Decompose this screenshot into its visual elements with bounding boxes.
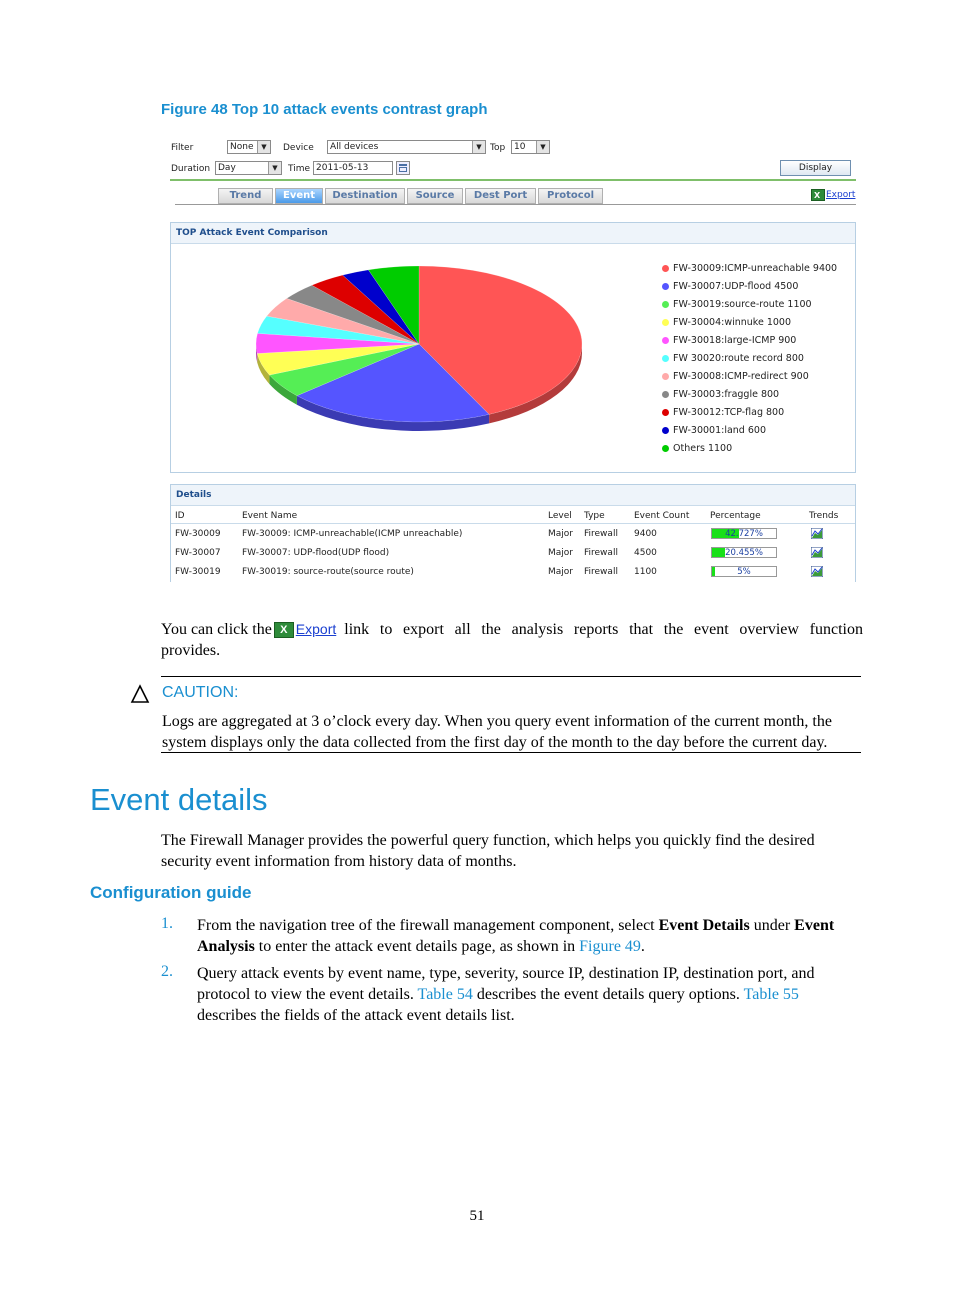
step-2-line2 (197, 984, 799, 1005)
legend-item (662, 425, 766, 436)
details-panel (170, 484, 856, 582)
step-2-number: 2. (161, 963, 173, 980)
legend-label: FW-30018:large-ICMP 900 (673, 335, 797, 346)
table-54-link[interactable]: Table 54 (417, 986, 473, 1003)
cell-count: 4500 (634, 548, 657, 558)
export-inline-label: Export (295, 621, 337, 637)
section-intro-line1: The Firewall Manager provides the powerful query function, which helps you quickly find the desired (161, 832, 815, 849)
duration-value: Day (218, 163, 236, 173)
cell-level: Major (548, 548, 573, 558)
legend-label: Others 1100 (673, 443, 733, 454)
details-header-row (171, 507, 855, 524)
tab-dest-port[interactable]: Dest Port (465, 188, 536, 204)
caution-line2: system displays only the data collected from the first day of the month to the day before the current day. (162, 734, 828, 751)
report-screenshot (165, 132, 861, 582)
cell-id: FW-30009 (175, 529, 221, 539)
legend-label: FW 30020:route record 800 (673, 353, 804, 364)
legend-swatch (662, 373, 669, 380)
step-1-text: From the navigation tree of the firewall management component, select (197, 917, 659, 934)
cell-id: FW-30007 (175, 548, 221, 558)
caution-line1: Logs are aggregated at 3 o’clock every day. When you query event information of the current month, the (162, 713, 832, 730)
cell-name: FW-30007: UDP-flood(UDP flood) (242, 548, 390, 558)
tab-destination[interactable]: Destination (325, 188, 405, 204)
col-level: Level (548, 511, 572, 521)
trend-chart-icon[interactable] (811, 528, 823, 539)
details-title: Details (171, 485, 855, 506)
tab-source[interactable]: Source (407, 188, 463, 204)
step-1-number: 1. (161, 915, 173, 932)
display-button[interactable]: Display (780, 160, 851, 176)
duration-label: Duration (171, 164, 211, 174)
top-value: 10 (514, 142, 526, 152)
cell-count: 1100 (634, 567, 657, 577)
chevron-down-icon: ▼ (472, 141, 485, 153)
legend-swatch (662, 427, 669, 434)
percentage-bar (711, 547, 777, 558)
cell-type: Firewall (584, 567, 618, 577)
tab-event[interactable]: Event (275, 188, 323, 204)
export-inline-link[interactable] (274, 619, 336, 640)
percentage-text: 20.455% (725, 548, 763, 558)
table-row (171, 526, 855, 544)
chevron-down-icon: ▼ (268, 162, 281, 174)
excel-icon: X (274, 622, 294, 638)
legend-label: FW-30012:TCP-flag 800 (673, 407, 785, 418)
legend-item (662, 389, 779, 400)
chart-panel (170, 222, 856, 473)
col-event-count: Event Count (634, 511, 690, 521)
cell-level: Major (548, 567, 573, 577)
subsection-title: Configuration guide (90, 883, 252, 902)
legend-label: FW-30008:ICMP-redirect 900 (673, 371, 809, 382)
chevron-down-icon: ▼ (257, 141, 270, 153)
divider (170, 179, 856, 181)
legend-item (662, 263, 837, 274)
time-input[interactable]: 2011-05-13 (313, 161, 393, 175)
table-55-link[interactable]: Table 55 (743, 986, 799, 1003)
percentage-text: 42.727% (725, 529, 763, 539)
table-row (171, 545, 855, 563)
tab-underline (175, 204, 856, 205)
legend-item (662, 281, 798, 292)
step-2-text: protocol to view the event details. (197, 986, 418, 1003)
tab-protocol[interactable]: Protocol (538, 188, 603, 204)
legend-swatch (662, 301, 669, 308)
figure-49-link[interactable]: Figure 49 (579, 938, 641, 955)
device-value: All devices (330, 142, 379, 152)
step-1-bold-event: Event (794, 917, 835, 934)
device-select[interactable] (327, 140, 486, 154)
step-1-text: to enter the attack event details page, as shown in (254, 938, 580, 955)
export-paragraph (161, 619, 863, 661)
step-1-line1 (197, 915, 834, 936)
caution-label: CAUTION: (162, 684, 239, 701)
export-link[interactable]: Export (826, 190, 856, 200)
table-row (171, 564, 855, 582)
legend-label: FW-30003:fraggle 800 (673, 389, 780, 400)
calendar-icon[interactable] (396, 161, 410, 175)
caution-top-rule (161, 676, 861, 677)
warning-icon (130, 684, 150, 704)
legend-swatch (662, 283, 669, 290)
export-para-line2: provides. (161, 642, 221, 659)
legend-swatch (662, 409, 669, 416)
legend-label: FW-30019:source-route 1100 (673, 299, 812, 310)
trend-chart-icon[interactable] (811, 566, 823, 577)
step-1-line2 (197, 936, 645, 957)
percentage-text: 5% (737, 567, 751, 577)
step-2-text: describes the event details query options. (472, 986, 744, 1003)
page-number: 51 (469, 1208, 485, 1224)
col-event-name: Event Name (242, 511, 298, 521)
legend-item (662, 407, 784, 418)
section-intro-line2: security event information from history data of months. (161, 853, 517, 870)
device-label: Device (283, 143, 314, 153)
legend-swatch (662, 445, 669, 452)
col-id: ID (175, 511, 185, 521)
step-2-line3: describes the fields of the attack event details list. (197, 1007, 515, 1024)
filter-label: Filter (171, 143, 194, 153)
col-type: Type (584, 511, 605, 521)
filter-select[interactable] (227, 140, 271, 154)
chart-panel-title: TOP Attack Event Comparison (171, 223, 855, 244)
legend-label: FW-30007:UDP-flood 4500 (673, 281, 799, 292)
caution-bottom-rule (161, 752, 861, 753)
percentage-bar (711, 566, 777, 577)
cell-level: Major (548, 529, 573, 539)
duration-select[interactable] (215, 161, 282, 175)
legend-item (662, 353, 804, 364)
step-1-text: under (749, 917, 795, 934)
step-1-bold-analysis: Analysis (197, 938, 255, 955)
export-para-after: link to export all the analysis reports that the event overview function (344, 621, 863, 638)
figure-caption: Figure 48 Top 10 attack events contrast graph (161, 101, 488, 118)
export-para-before: You can click the (161, 621, 272, 638)
legend-item (662, 317, 791, 328)
top-label: Top (490, 143, 506, 153)
col-percentage: Percentage (710, 511, 761, 521)
legend-swatch (662, 265, 669, 272)
legend-label: FW-30009:ICMP-unreachable 9400 (673, 263, 838, 274)
tab-trend[interactable]: Trend (218, 188, 273, 204)
legend-item (662, 299, 812, 310)
step-1-text: . (640, 938, 645, 955)
legend-label: FW-30001:land 600 (673, 425, 766, 436)
chevron-down-icon: ▼ (536, 141, 549, 153)
trend-chart-icon[interactable] (811, 547, 823, 558)
excel-icon[interactable]: X (811, 189, 825, 201)
legend-swatch (662, 391, 669, 398)
section-title: Event details (90, 782, 268, 817)
step-2-line1: Query attack events by event name, type, severity, source IP, destination IP, destination port, and (197, 965, 815, 982)
step-1-bold-event-details: Event Details (658, 917, 750, 934)
legend-item (662, 443, 732, 454)
cell-name: FW-30009: ICMP-unreachable(ICMP unreachable) (242, 529, 463, 539)
cell-name: FW-30019: source-route(source route) (242, 567, 414, 577)
legend-swatch (662, 337, 669, 344)
col-trends: Trends (809, 511, 839, 521)
cell-id: FW-30019 (175, 567, 221, 577)
cell-type: Firewall (584, 529, 618, 539)
legend-label: FW-30004:winnuke 1000 (673, 317, 791, 328)
legend-item (662, 335, 796, 346)
legend-swatch (662, 355, 669, 362)
percentage-bar (711, 528, 777, 539)
cell-type: Firewall (584, 548, 618, 558)
top-select[interactable] (511, 140, 550, 154)
filter-value: None (230, 142, 254, 152)
legend-item (662, 371, 809, 382)
legend-swatch (662, 319, 669, 326)
time-label: Time (288, 164, 311, 174)
cell-count: 9400 (634, 529, 657, 539)
